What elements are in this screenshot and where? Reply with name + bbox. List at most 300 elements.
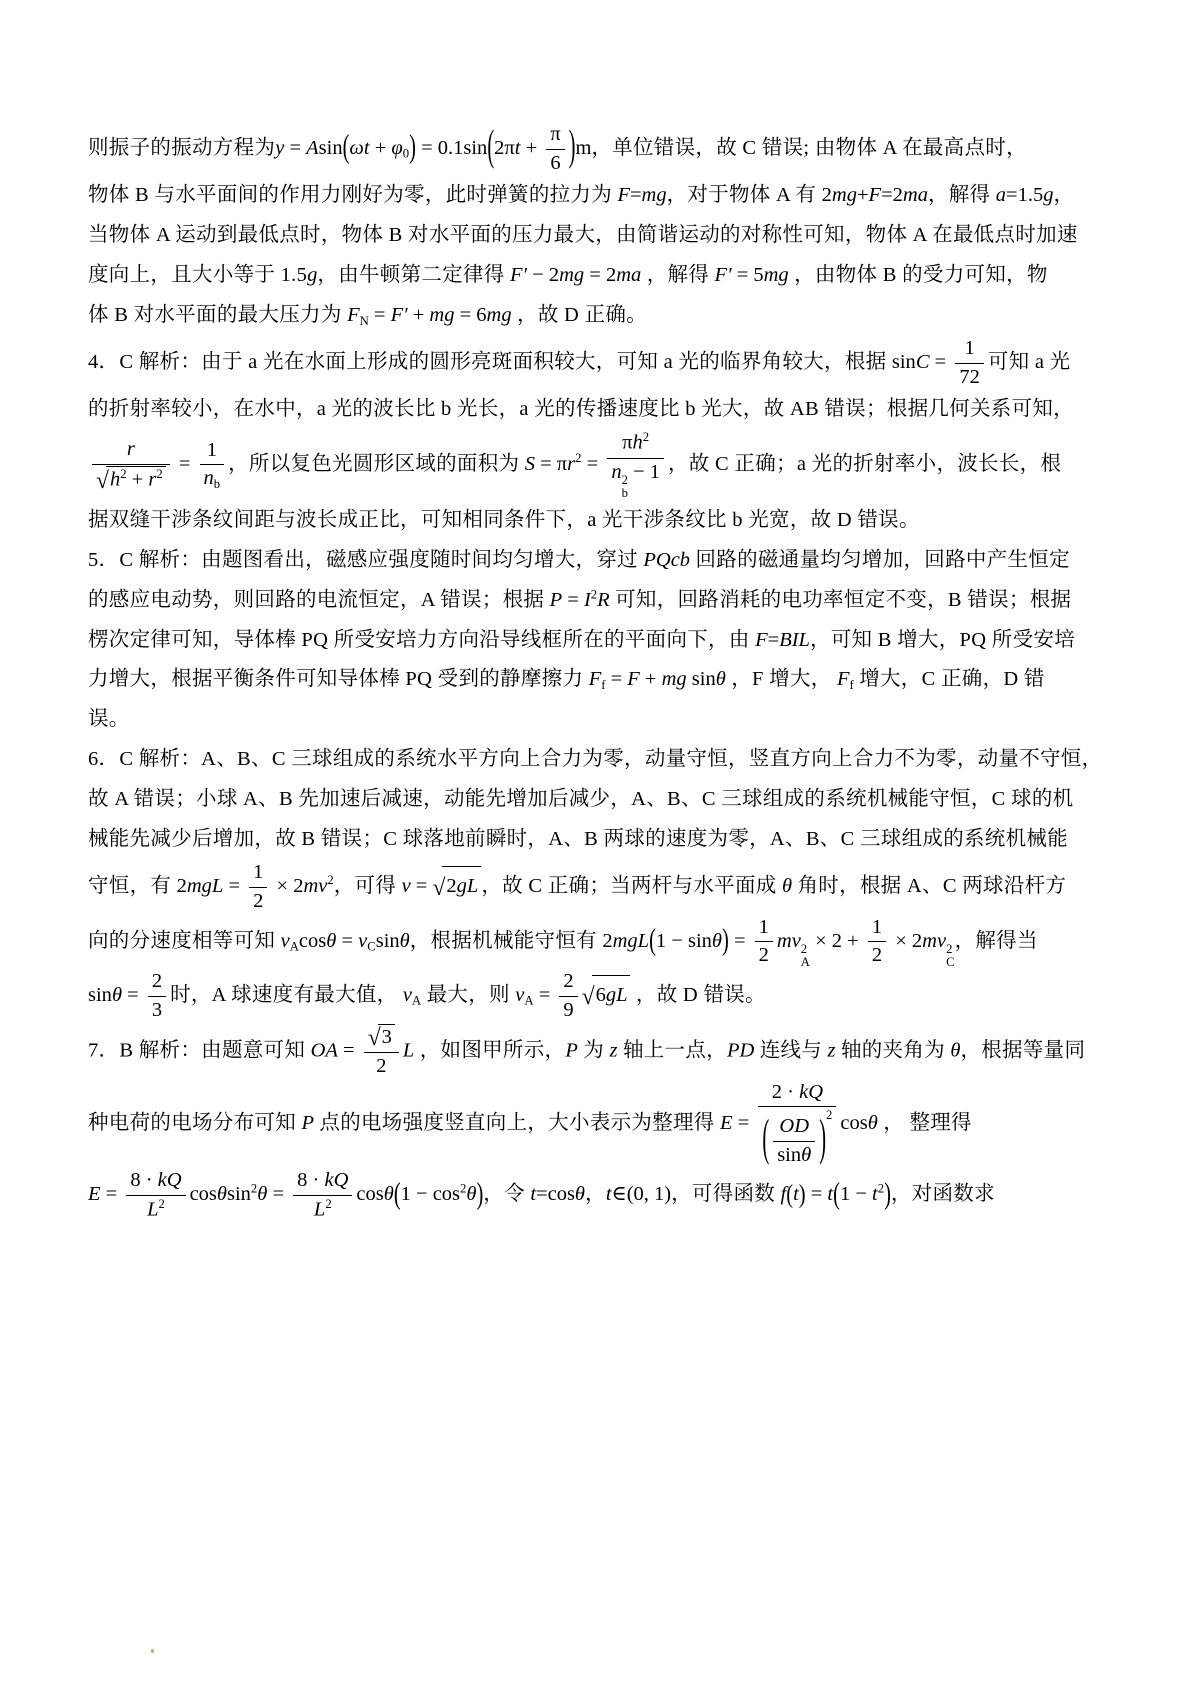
fraction-denominator bbox=[249, 887, 267, 915]
text-run: 4．C 解析：由于 a 光在水面上形成的圆形亮斑面积较大，可知 a 光的临界角较大，根据 bbox=[88, 350, 892, 373]
q5-solution-line-2 bbox=[88, 581, 1120, 621]
math-variable: BIL bbox=[779, 628, 810, 651]
math-roman: = 5 bbox=[731, 264, 764, 287]
math-paren: ) bbox=[819, 1111, 827, 1167]
math-roman: + bbox=[126, 468, 149, 491]
math-subscript: b bbox=[213, 477, 221, 492]
text-run: 向的分速度相等可知 bbox=[88, 929, 281, 952]
math-variable: P bbox=[565, 1039, 578, 1062]
math-variable: θ bbox=[781, 875, 793, 898]
math-roman: + bbox=[407, 304, 430, 327]
radical-sign-icon: √ bbox=[367, 1025, 381, 1052]
math-variable: mg bbox=[831, 184, 857, 207]
math-superscript: 2 bbox=[575, 451, 582, 466]
fraction-numerator bbox=[126, 1168, 185, 1195]
fraction-denominator bbox=[607, 458, 664, 501]
math-variable: mv bbox=[303, 875, 328, 898]
math-roman: 2 bbox=[376, 1055, 387, 1078]
math-variable: θ bbox=[399, 929, 410, 952]
math-roman: 1 bbox=[253, 861, 264, 884]
math-variable: θ bbox=[711, 929, 722, 952]
text-run: 为 bbox=[577, 1039, 610, 1062]
math-roman: = bbox=[223, 875, 246, 898]
text-run: ，故 D 正确。 bbox=[511, 304, 647, 327]
text-run: ，根据等量同 bbox=[960, 1039, 1086, 1062]
math-variable: kQ bbox=[324, 1169, 349, 1192]
math-roman: sin bbox=[318, 136, 343, 159]
fraction-denominator bbox=[758, 1106, 836, 1168]
math-variable: R bbox=[597, 588, 610, 611]
math-variable: f bbox=[780, 1183, 787, 1206]
math-subscript: A bbox=[800, 955, 810, 970]
fraction-denominator bbox=[364, 1052, 399, 1080]
math-variable: t bbox=[605, 1183, 612, 1206]
math-paren: ) bbox=[798, 1180, 806, 1209]
math-roman: 1 bbox=[758, 915, 769, 938]
fraction-numerator bbox=[249, 860, 267, 887]
math-roman: 2 bbox=[871, 944, 883, 967]
math-variable: v bbox=[402, 984, 413, 1007]
text-run: 回路的磁通量均匀增加，回路中产生恒定 bbox=[690, 548, 1070, 571]
text-run: 增大，C 正确，D 错 bbox=[853, 668, 1045, 691]
math-variable: F bbox=[755, 628, 768, 651]
text-run: ，可得函数 bbox=[671, 1183, 781, 1206]
text-run: ，故 D 错误。 bbox=[630, 984, 766, 1007]
fraction-numerator bbox=[955, 336, 984, 363]
math-variable: mg bbox=[641, 184, 667, 207]
fraction-numerator bbox=[868, 915, 886, 942]
math-variable: F bbox=[837, 668, 850, 691]
math-roman: 2π bbox=[494, 136, 515, 159]
math-paren: ) bbox=[722, 923, 729, 957]
math-superscript: 2 bbox=[325, 1197, 332, 1212]
math-roman: = bbox=[562, 588, 584, 611]
text-run: ，解得 bbox=[641, 264, 715, 287]
math-subscript: C bbox=[946, 955, 955, 970]
q7-solution-line-1 bbox=[88, 1024, 1120, 1080]
text-run: 物体 B 与水平面间的作用力刚好为零，此时弹簧的拉力为 bbox=[88, 184, 618, 207]
fraction-numerator bbox=[773, 1114, 815, 1141]
math-variable: n bbox=[611, 460, 622, 483]
radicand bbox=[378, 1024, 395, 1051]
math-supsub bbox=[801, 943, 810, 970]
text-run: 当物体 A 运动到最低点时，物体 B 对水平面的压力最大，由简谐运动的对称性可知，物体 A 在最低点时加速 bbox=[88, 224, 1078, 247]
math-roman: 3 bbox=[151, 999, 163, 1022]
text-run: ，解得 bbox=[927, 184, 996, 207]
text-run: ，F 增大， bbox=[725, 668, 837, 691]
math-subscript: A bbox=[412, 994, 422, 1009]
math-variable: kQ bbox=[157, 1169, 182, 1192]
math-roman: π bbox=[550, 123, 561, 145]
text-run: 点的电场强度竖直向上，大小表示为整理得 bbox=[313, 1111, 721, 1134]
math-subscript: f bbox=[601, 678, 606, 693]
text-run: 则振子的振动方程为 bbox=[88, 136, 276, 159]
math-variable: mv bbox=[776, 929, 801, 952]
math-roman: = 6 bbox=[454, 304, 487, 327]
math-supsub bbox=[946, 943, 954, 970]
math-sqrt bbox=[432, 866, 481, 907]
math-variable: L bbox=[147, 1198, 159, 1221]
math-roman: − 2 bbox=[527, 264, 560, 287]
fraction-numerator bbox=[607, 430, 664, 457]
fraction-denominator bbox=[955, 363, 984, 391]
math-variable: t bbox=[793, 1183, 799, 1206]
math-variable: t bbox=[872, 1183, 878, 1206]
math-superscript: 2 bbox=[800, 941, 808, 956]
math-variable: t bbox=[514, 136, 521, 159]
fraction-denominator bbox=[755, 941, 773, 969]
math-variable: F′ bbox=[714, 264, 732, 287]
math-roman: + bbox=[369, 136, 392, 159]
q6-solution-line-5 bbox=[88, 915, 1120, 970]
math-paren: ( bbox=[833, 1177, 840, 1211]
math-paren: ( bbox=[487, 123, 495, 171]
math-roman: cos bbox=[298, 929, 327, 952]
math-superscript-high: 2 bbox=[826, 1108, 833, 1123]
math-variable: v bbox=[280, 929, 290, 952]
q3-solution-line-3 bbox=[88, 216, 1120, 256]
fraction-numerator bbox=[758, 1080, 836, 1107]
math-superscript: 2 bbox=[120, 466, 127, 481]
math-roman: ∈(0, 1) bbox=[611, 1183, 672, 1206]
math-subscript: N bbox=[359, 313, 369, 328]
q6-solution-line-6 bbox=[88, 969, 1120, 1023]
q3-solution-line-4 bbox=[88, 256, 1120, 296]
math-paren: ( bbox=[393, 1177, 401, 1211]
math-fraction bbox=[364, 1024, 399, 1080]
text-run: ，对于物体 A 有 bbox=[666, 184, 822, 207]
q6-solution-line-1 bbox=[88, 740, 1120, 780]
radical-sign-icon: √ bbox=[581, 984, 595, 1011]
math-variable: z bbox=[827, 1039, 836, 1062]
math-roman: 1 − bbox=[839, 1183, 872, 1206]
text-run: ，可知 B 增大，PQ 所受安培 bbox=[809, 628, 1075, 651]
math-roman: sin bbox=[88, 984, 112, 1007]
text-run: ，故 C 正确；当两杆与水平面成 bbox=[481, 875, 782, 898]
text-run: 7．B 解析：由题意可知 bbox=[88, 1039, 311, 1062]
math-roman: 2 bbox=[253, 889, 264, 912]
math-subscript: b bbox=[621, 486, 628, 501]
math-variable: mgL bbox=[186, 875, 224, 898]
text-run: ，故 C 正确；a 光的折射率小，波长长，根 bbox=[668, 453, 1062, 476]
fraction-numerator bbox=[200, 438, 225, 465]
math-superscript: 2 bbox=[158, 1197, 165, 1212]
math-roman: − 1 bbox=[627, 460, 660, 483]
math-roman: 2 bbox=[176, 875, 187, 898]
q4-solution-line-1 bbox=[88, 336, 1120, 390]
math-variable: θ bbox=[801, 1143, 812, 1166]
math-roman: cos bbox=[840, 1111, 868, 1134]
math-variable: r bbox=[148, 468, 157, 491]
math-roman: + bbox=[639, 668, 662, 691]
math-variable: F bbox=[617, 184, 630, 207]
math-roman: × 2 + bbox=[809, 929, 864, 952]
fraction-numerator bbox=[546, 122, 564, 149]
math-paren: ) bbox=[884, 1177, 891, 1211]
text-run: 角时，根据 A、C 两球沿杆方 bbox=[792, 875, 1067, 898]
math-variable: v bbox=[515, 984, 525, 1007]
math-variable: h bbox=[632, 431, 643, 454]
q4-solution-line-4 bbox=[88, 501, 1120, 541]
text-run: 最大，则 bbox=[421, 984, 516, 1007]
solutions-text-block bbox=[88, 122, 1120, 1223]
math-roman: = bbox=[929, 350, 952, 373]
math-roman: 1 − cos bbox=[400, 1183, 461, 1206]
math-fraction bbox=[92, 437, 170, 494]
text-run: 可知，回路消耗的电功率恒定不变，B 错误；根据 bbox=[609, 588, 1072, 611]
math-roman: 3 bbox=[381, 1025, 392, 1048]
text-run: ，根据机械能守恒有 bbox=[409, 929, 603, 952]
math-variable: θ bbox=[715, 668, 726, 691]
text-run: 楞次定律可知，导体棒 PQ 所受安培力方向沿导线框所在的平面向下，由 bbox=[88, 628, 756, 651]
math-roman: 8 · bbox=[130, 1169, 158, 1192]
q4-solution-line-3 bbox=[88, 430, 1120, 500]
math-variable: A bbox=[306, 136, 319, 159]
text-run: ， bbox=[585, 1183, 606, 1206]
math-fraction bbox=[126, 1168, 185, 1223]
text-run: 械能先减少后增加，故 B 错误；C 球落地前瞬时，A、B 两球的速度为零，A、B、C 三球组成的系统机械能 bbox=[88, 828, 1068, 851]
math-roman: cos bbox=[356, 1183, 384, 1206]
math-variable: ma bbox=[902, 184, 928, 207]
text-run: 度向上，且大小等于 1.5 bbox=[88, 264, 308, 287]
math-roman: 1 bbox=[871, 915, 883, 938]
q3-solution-line-2 bbox=[88, 176, 1120, 216]
text-run: 时，A 球速度有最大值， bbox=[170, 984, 403, 1007]
text-run: ，如图甲所示， bbox=[414, 1039, 566, 1062]
math-variable: mg bbox=[763, 264, 789, 287]
fraction-denominator bbox=[92, 464, 170, 494]
math-variable: I bbox=[583, 588, 591, 611]
math-variable: v bbox=[358, 929, 368, 952]
math-roman: 1 bbox=[964, 337, 975, 360]
math-variable: OD bbox=[779, 1115, 810, 1138]
math-superscript: 2 bbox=[327, 873, 334, 888]
fraction-numerator bbox=[92, 437, 170, 464]
math-roman: × 2 bbox=[890, 929, 923, 952]
fraction-numerator bbox=[364, 1024, 399, 1052]
radicand bbox=[106, 466, 166, 493]
math-roman: 2 bbox=[821, 184, 832, 207]
q5-solution-line-4 bbox=[88, 660, 1120, 700]
radicand bbox=[592, 975, 631, 1016]
math-roman: =1.5 bbox=[1006, 184, 1044, 207]
math-variable: F bbox=[347, 304, 360, 327]
text-run: ，解得当 bbox=[954, 929, 1038, 952]
stray-mark-dot bbox=[151, 1649, 154, 1653]
q5-solution-line-1 bbox=[88, 541, 1120, 581]
math-variable: E bbox=[720, 1111, 733, 1134]
math-roman: = 0.1sin bbox=[415, 136, 488, 159]
radical-sign-icon: √ bbox=[432, 874, 446, 901]
math-paren: ( bbox=[762, 1111, 770, 1167]
math-variable: r bbox=[567, 453, 576, 476]
math-fraction bbox=[148, 969, 166, 1023]
math-variable: θ bbox=[326, 929, 337, 952]
text-run: ，可得 bbox=[333, 875, 402, 898]
math-variable: r bbox=[126, 438, 135, 461]
math-roman: 2 bbox=[602, 929, 613, 952]
math-roman: = bbox=[732, 1111, 755, 1134]
math-roman: sin bbox=[891, 350, 916, 373]
math-fraction bbox=[955, 336, 984, 390]
math-variable: P bbox=[301, 1111, 314, 1134]
q4-solution-line-2 bbox=[88, 390, 1120, 430]
math-subscript: A bbox=[524, 994, 534, 1009]
math-roman: 2 · bbox=[771, 1080, 800, 1103]
math-fraction bbox=[868, 915, 886, 969]
math-variable: g bbox=[1043, 184, 1054, 207]
math-variable: mg bbox=[429, 304, 455, 327]
math-roman: 2 bbox=[151, 970, 163, 993]
math-variable: ωt bbox=[349, 136, 370, 159]
math-variable: C bbox=[915, 350, 930, 373]
math-variable: θ bbox=[111, 984, 123, 1007]
text-run: 体 B 对水平面的最大压力为 bbox=[88, 304, 348, 327]
math-roman: = bbox=[267, 1183, 290, 1206]
math-fraction bbox=[773, 1114, 815, 1168]
math-roman: = 2 bbox=[584, 264, 617, 287]
math-roman: = bbox=[728, 929, 751, 952]
math-superscript: 2 bbox=[877, 1181, 885, 1196]
text-run: 种电荷的电场分布可知 bbox=[88, 1111, 302, 1134]
math-variable: E bbox=[88, 1183, 101, 1206]
text-run: 6．C 解析：A、B、C 三球组成的系统水平方向上合力为零，动量守恒，竖直方向上合力不为零，动量不守恒， bbox=[88, 748, 1103, 771]
math-variable: ma bbox=[616, 264, 642, 287]
math-variable: h bbox=[109, 468, 121, 491]
math-variable: θ bbox=[466, 1183, 477, 1206]
math-roman: m bbox=[575, 136, 592, 159]
text-run: 轴的夹角为 bbox=[835, 1039, 951, 1062]
math-variable: OA bbox=[310, 1039, 338, 1062]
math-variable: PD bbox=[726, 1039, 755, 1062]
fraction-numerator bbox=[148, 969, 166, 996]
math-roman: 72 bbox=[959, 365, 980, 388]
math-superscript: 2 bbox=[156, 466, 163, 481]
fraction-denominator bbox=[773, 1141, 815, 1169]
fraction-denominator bbox=[546, 149, 564, 177]
q3-solution-line-5 bbox=[88, 296, 1120, 336]
math-roman: = π bbox=[535, 453, 568, 476]
text-run: ，所以复色光圆形区域的面积为 bbox=[228, 453, 525, 476]
math-roman: 2 bbox=[758, 944, 769, 967]
text-run: 5．C 解析：由题图看出，磁感应强度随时间均匀增大，穿过 bbox=[88, 548, 644, 571]
math-paren: ) bbox=[409, 129, 416, 166]
math-superscript: 2 bbox=[946, 941, 953, 956]
math-sqrt bbox=[96, 466, 166, 494]
math-roman: sin bbox=[777, 1143, 802, 1166]
math-roman: = bbox=[100, 1183, 123, 1206]
math-variable: P bbox=[549, 588, 563, 611]
math-fraction bbox=[607, 430, 664, 500]
q6-solution-line-3 bbox=[88, 820, 1120, 860]
math-variable: L bbox=[402, 1039, 415, 1062]
math-fraction bbox=[755, 915, 773, 969]
math-roman: = bbox=[122, 984, 144, 1007]
math-roman: + bbox=[520, 136, 543, 159]
math-variable: mg bbox=[559, 264, 585, 287]
q7-solution-line-3 bbox=[88, 1168, 1120, 1223]
math-fraction bbox=[559, 969, 577, 1023]
text-run: ，由牛顿第二定律得 bbox=[317, 264, 511, 287]
math-variable: θ bbox=[950, 1039, 961, 1062]
math-variable: t bbox=[530, 1183, 537, 1206]
text-run: ，单位错误，故 C 错误; 由物体 A 在最高点时， bbox=[591, 136, 1027, 159]
math-roman: 1 − sin bbox=[655, 929, 712, 952]
math-subscript: f bbox=[849, 678, 854, 693]
math-superscript: 2 bbox=[590, 586, 598, 601]
math-roman: 8 · bbox=[297, 1169, 325, 1192]
math-roman: 9 bbox=[563, 999, 574, 1022]
math-fraction bbox=[249, 860, 267, 914]
fraction-denominator bbox=[868, 941, 886, 969]
math-roman: = bbox=[410, 875, 433, 898]
fraction-denominator bbox=[559, 996, 577, 1024]
math-variable: z bbox=[609, 1039, 618, 1062]
math-variable: mv bbox=[922, 929, 947, 952]
math-variable: n bbox=[203, 467, 214, 490]
fraction-numerator bbox=[293, 1168, 352, 1195]
math-variable: S bbox=[524, 453, 535, 476]
math-variable: θ bbox=[257, 1183, 268, 1206]
q6-solution-line-4 bbox=[88, 860, 1120, 914]
q7-solution-line-2 bbox=[88, 1080, 1120, 1169]
math-variable: F bbox=[627, 668, 640, 691]
math-variable: F′ bbox=[510, 264, 528, 287]
math-roman: = bbox=[336, 929, 359, 952]
math-paren: ( bbox=[786, 1180, 794, 1209]
text-run: ，由物体 B 的受力可知，物 bbox=[788, 264, 1048, 287]
text-run: 可知 a 光 bbox=[987, 350, 1071, 373]
math-roman: = bbox=[533, 984, 556, 1007]
math-fraction bbox=[546, 122, 564, 176]
math-roman: = bbox=[284, 136, 307, 159]
math-roman: × 2 bbox=[271, 875, 304, 898]
math-sqrt bbox=[368, 1024, 395, 1051]
math-roman: π bbox=[622, 431, 633, 454]
text-run: 守恒，有 bbox=[88, 875, 177, 898]
math-variable: F bbox=[868, 184, 882, 207]
math-roman: = bbox=[173, 453, 196, 476]
math-paren: ( bbox=[649, 923, 656, 957]
math-variable: gL bbox=[605, 984, 628, 1007]
math-sqrt bbox=[582, 975, 631, 1016]
math-variable: t bbox=[827, 1183, 834, 1206]
math-variable: F′ bbox=[390, 304, 408, 327]
math-variable: θ bbox=[383, 1183, 394, 1206]
math-fraction bbox=[758, 1080, 836, 1169]
text-run: 连线与 bbox=[754, 1039, 828, 1062]
math-superscript: 2 bbox=[642, 430, 650, 445]
q3-solution-line-1 bbox=[88, 122, 1120, 176]
text-run: 误。 bbox=[88, 708, 130, 731]
math-superscript: 2 bbox=[460, 1181, 467, 1196]
math-roman: 2 bbox=[563, 970, 574, 993]
math-variable: θ bbox=[574, 1183, 585, 1206]
math-variable: θ bbox=[867, 1111, 878, 1134]
text-run: 据双缝干涉条纹间距与波长成正比，可知相同条件下，a 光干涉条纹比 b 光宽，故 D 错误。 bbox=[88, 508, 920, 531]
math-variable: θ bbox=[216, 1183, 227, 1206]
math-roman: = bbox=[629, 184, 642, 207]
math-paren: ) bbox=[476, 1177, 484, 1211]
math-variable: mg bbox=[486, 304, 512, 327]
math-subscript: A bbox=[289, 939, 299, 954]
fraction-numerator bbox=[755, 915, 773, 942]
math-roman: =cos bbox=[536, 1183, 575, 1206]
fraction-numerator bbox=[559, 969, 577, 996]
math-variable: φ bbox=[391, 136, 403, 159]
text-run: 故 A 错误；小球 A、B 先加速后减速，动能先增加后减少，A、B、C 三球组成的系统机械能守恒，C 球的机 bbox=[88, 788, 1074, 811]
math-paren: ) bbox=[568, 123, 576, 171]
